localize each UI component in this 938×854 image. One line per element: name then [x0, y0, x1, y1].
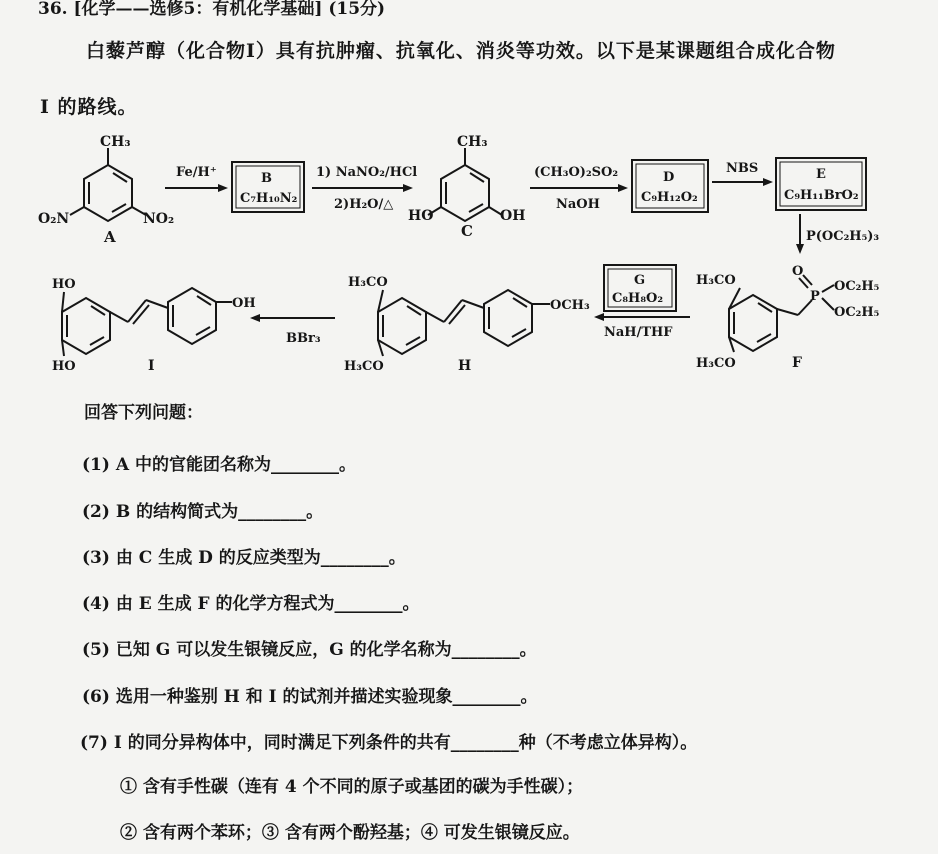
box-E — [776, 158, 866, 210]
box-D — [632, 160, 708, 212]
compound-A — [38, 134, 174, 246]
step2-reagent-top: 1) NaNO₂/HCl — [316, 165, 418, 180]
question-1: (1) A 中的官能团名称为________。 — [82, 455, 356, 475]
condition-2: ② 含有两个苯环；③ 含有两个酚羟基；④ 可发生银镜反应。 — [120, 823, 580, 843]
A-label: A — [104, 228, 116, 246]
compound-F — [696, 264, 880, 371]
question-2: (2) B 的结构简式为________。 — [82, 502, 324, 522]
question-header: 36. [化学——选修5：有机化学基础] (15分) — [38, 0, 386, 19]
intro-line-2: I 的路线。 — [40, 96, 138, 118]
step2-reagent-bottom: 2)H₂O/△ — [334, 197, 394, 212]
condition-1: ① 含有手性碳（连有 4 个不同的原子或基团的碳为手性碳）； — [120, 777, 584, 797]
compound-H — [344, 275, 590, 374]
F-och3-top: H₃CO — [696, 273, 736, 288]
G-condition: NaH/THF — [604, 325, 673, 340]
step1-reagent: Fe/H⁺ — [176, 165, 217, 180]
G-letter: G — [634, 273, 646, 288]
D-formula: C₉H₁₂O₂ — [641, 190, 698, 205]
box-G — [604, 265, 676, 311]
F-oet-1: OC₂H₅ — [834, 279, 880, 294]
step3-reagent-bottom: NaOH — [556, 197, 600, 212]
A-no2-left: O₂N — [38, 211, 70, 227]
step3-reagent-top: (CH₃O)₂SO₂ — [534, 165, 619, 180]
question-4: (4) 由 E 生成 F 的化学方程式为________。 — [82, 594, 420, 614]
C-oh: OH — [500, 208, 526, 224]
H-och3-top: H₃CO — [348, 275, 388, 290]
F-och3-bottom: H₃CO — [696, 356, 736, 371]
step4-reagent: NBS — [726, 161, 759, 176]
F-label: F — [792, 355, 802, 371]
box-B — [232, 162, 304, 212]
F-phosphorus: P — [810, 289, 820, 304]
B-letter: B — [261, 171, 272, 186]
A-ch3: CH₃ — [100, 134, 131, 150]
H-och3-right: OCH₃ — [550, 298, 590, 313]
step5-reagent: P(OC₂H₅)₃ — [806, 229, 880, 244]
step6-reagent: BBr₃ — [286, 331, 321, 346]
question-6: (6) 选用一种鉴别 H 和 I 的试剂并描述实验现象________。 — [82, 687, 538, 707]
A-no2-right: NO₂ — [143, 211, 175, 227]
compound-I — [52, 277, 256, 374]
I-label: I — [148, 358, 155, 374]
compound-C — [408, 134, 525, 240]
G-formula: C₈H₈O₂ — [612, 291, 664, 306]
question-7: (7) I 的同分异构体中，同时满足下列条件的共有________种（不考虑立体异构）。 — [80, 733, 698, 753]
C-ch3: CH₃ — [457, 134, 488, 150]
question-3: (3) 由 C 生成 D 的反应类型为________。 — [82, 548, 406, 568]
D-letter: D — [663, 170, 675, 185]
intro-line-1: 白藜芦醇（化合物I）具有抗肿瘤、抗氧化、消炎等功效。以下是某课题组合成化合物 — [86, 40, 836, 62]
F-oet-2: OC₂H₅ — [834, 305, 880, 320]
B-formula: C₇H₁₀N₂ — [240, 191, 298, 206]
H-label: H — [458, 358, 472, 374]
H-och3-bottom: H₃CO — [344, 359, 384, 374]
F-p-oxygen: O — [792, 264, 804, 279]
questions-prompt: 回答下列问题： — [84, 403, 203, 423]
C-label: C — [461, 222, 473, 240]
question-5: (5) 已知 G 可以发生银镜反应，G 的化学名称为________。 — [82, 640, 537, 660]
synthesis-scheme — [0, 120, 938, 390]
E-letter: E — [816, 167, 826, 182]
C-ho: HO — [408, 208, 434, 224]
I-ho-bottom: HO — [52, 359, 76, 374]
I-ho-top: HO — [52, 277, 76, 292]
I-oh-right: OH — [232, 296, 256, 311]
E-formula: C₉H₁₁BrO₂ — [784, 188, 859, 203]
